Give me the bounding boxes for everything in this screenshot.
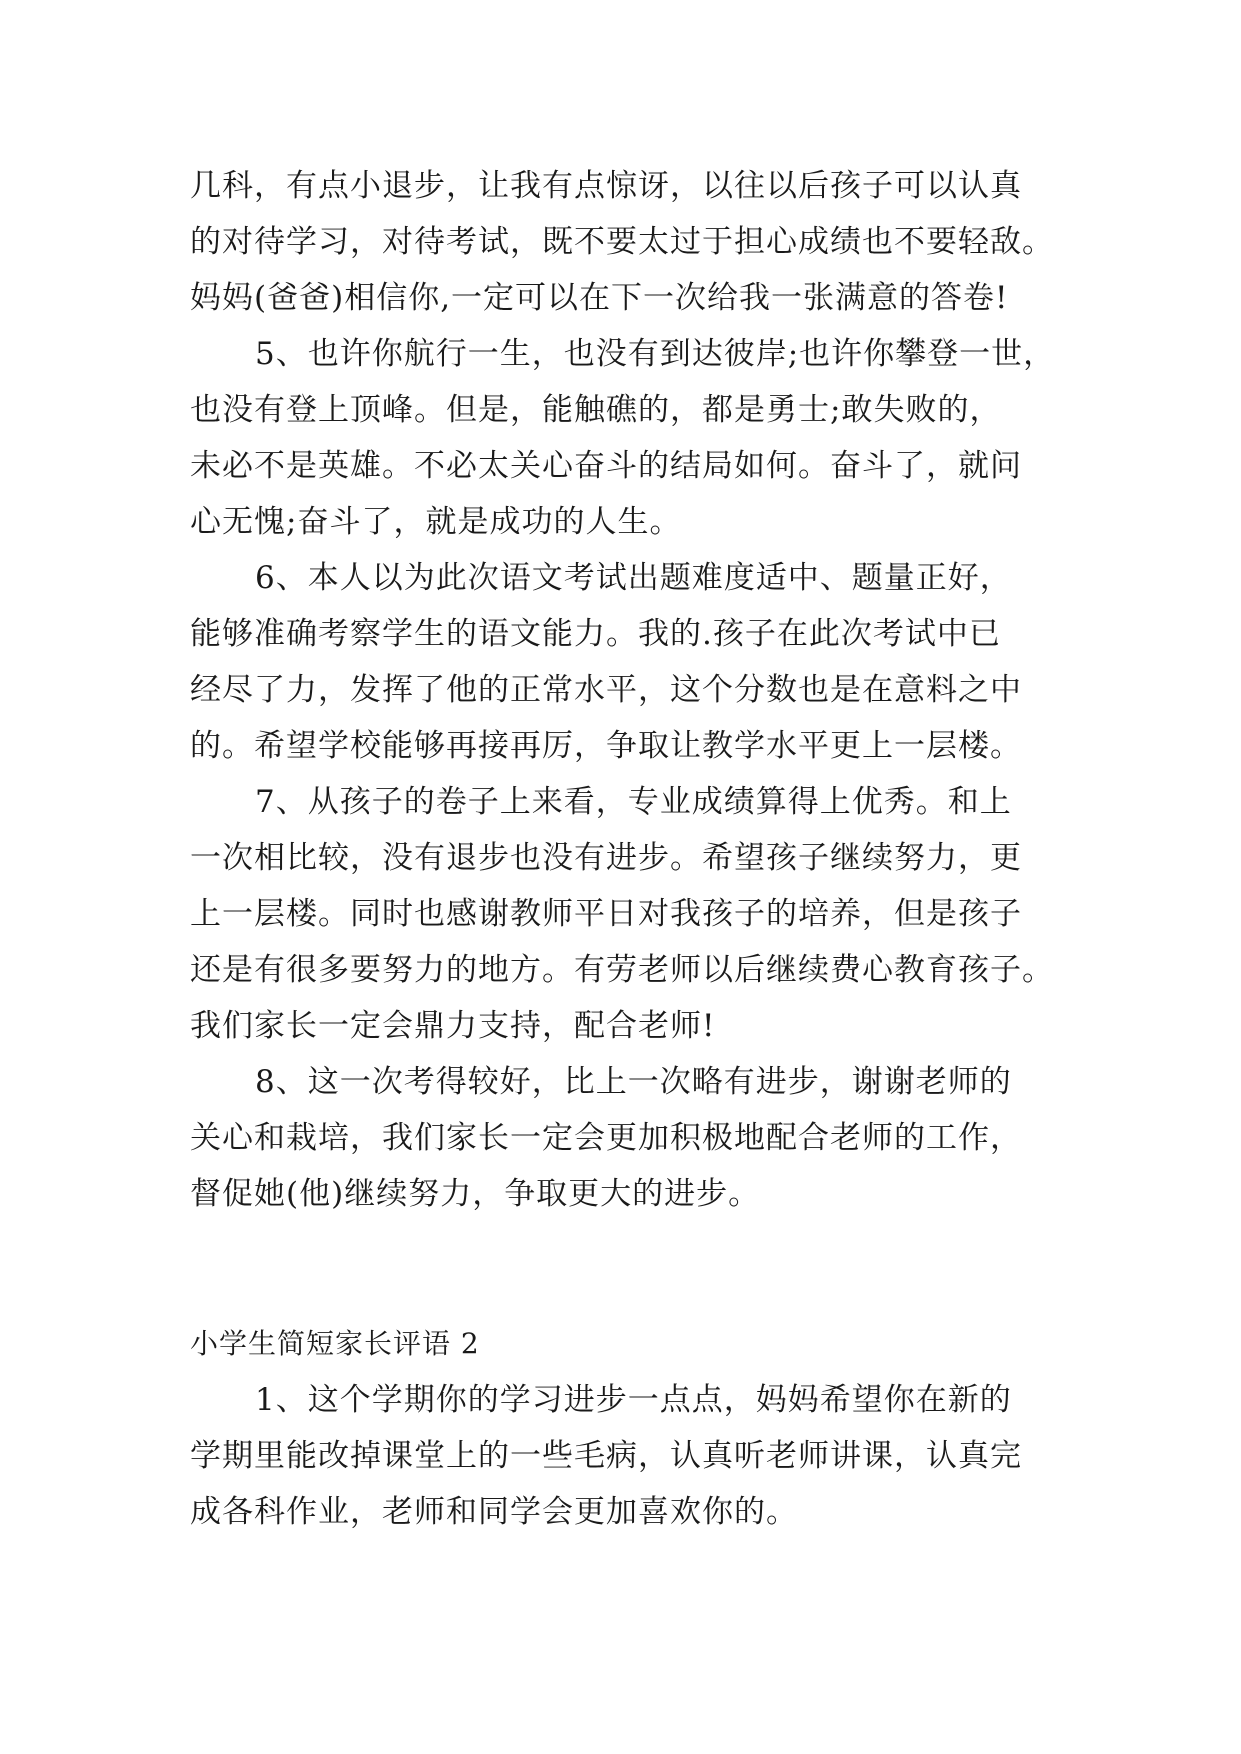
- paragraph-line: 也没有登上顶峰。但是，能触礁的，都是勇士;敢失败的，: [190, 392, 1002, 428]
- paragraph-line: 我们家长一定会鼎力支持，配合老师!: [190, 1008, 716, 1044]
- paragraph-line: 关心和栽培，我们家长一定会更加积极地配合老师的工作，: [190, 1120, 1022, 1156]
- paragraph-line: 一次相比较，没有退步也没有进步。希望孩子继续努力，更: [190, 840, 1022, 876]
- paragraph-line: 几科，有点小退步，让我有点惊讶，以往以后孩子可以认真: [190, 168, 1022, 204]
- paragraph-line: 妈妈(爸爸)相信你,一定可以在下一次给我一张满意的答卷!: [190, 280, 1009, 316]
- paragraph-line: 能够准确考察学生的语文能力。我的.孩子在此次考试中已: [190, 616, 1001, 652]
- paragraph-line: 心无愧;奋斗了，就是成功的人生。: [190, 504, 682, 540]
- paragraph-line: 督促她(他)继续努力，争取更大的进步。: [190, 1176, 761, 1212]
- paragraph-line: 未必不是英雄。不必太关心奋斗的结局如何。奋斗了，就问: [190, 448, 1022, 484]
- paragraph-line: 5、也许你航行一生，也没有到达彼岸;也许你攀登一世，: [255, 336, 1056, 372]
- paragraph-line: 6、本人以为此次语文考试出题难度适中、题量正好，: [255, 560, 1012, 596]
- section-heading: 小学生简短家长评语 2: [190, 1327, 480, 1360]
- paragraph-line: 经尽了力，发挥了他的正常水平，这个分数也是在意料之中: [190, 672, 1022, 708]
- paragraph-line: 学期里能改掉课堂上的一些毛病，认真听老师讲课，认真完: [190, 1438, 1022, 1474]
- paragraph-line: 8、这一次考得较好，比上一次略有进步，谢谢老师的: [255, 1064, 1012, 1100]
- paragraph-line: 1、这个学期你的学习进步一点点，妈妈希望你在新的: [255, 1382, 1012, 1418]
- paragraph-line: 的对待学习，对待考试，既不要太过于担心成绩也不要轻敌。: [190, 224, 1054, 260]
- paragraph-line: 还是有很多要努力的地方。有劳老师以后继续费心教育孩子。: [190, 952, 1054, 988]
- paragraph-line: 的。希望学校能够再接再厉，争取让教学水平更上一层楼。: [190, 728, 1022, 764]
- paragraph-line: 上一层楼。同时也感谢教师平日对我孩子的培养，但是孩子: [190, 896, 1022, 932]
- paragraph-line: 成各科作业，老师和同学会更加喜欢你的。: [190, 1494, 798, 1530]
- paragraph-line: 7、从孩子的卷子上来看，专业成绩算得上优秀。和上: [255, 784, 1012, 820]
